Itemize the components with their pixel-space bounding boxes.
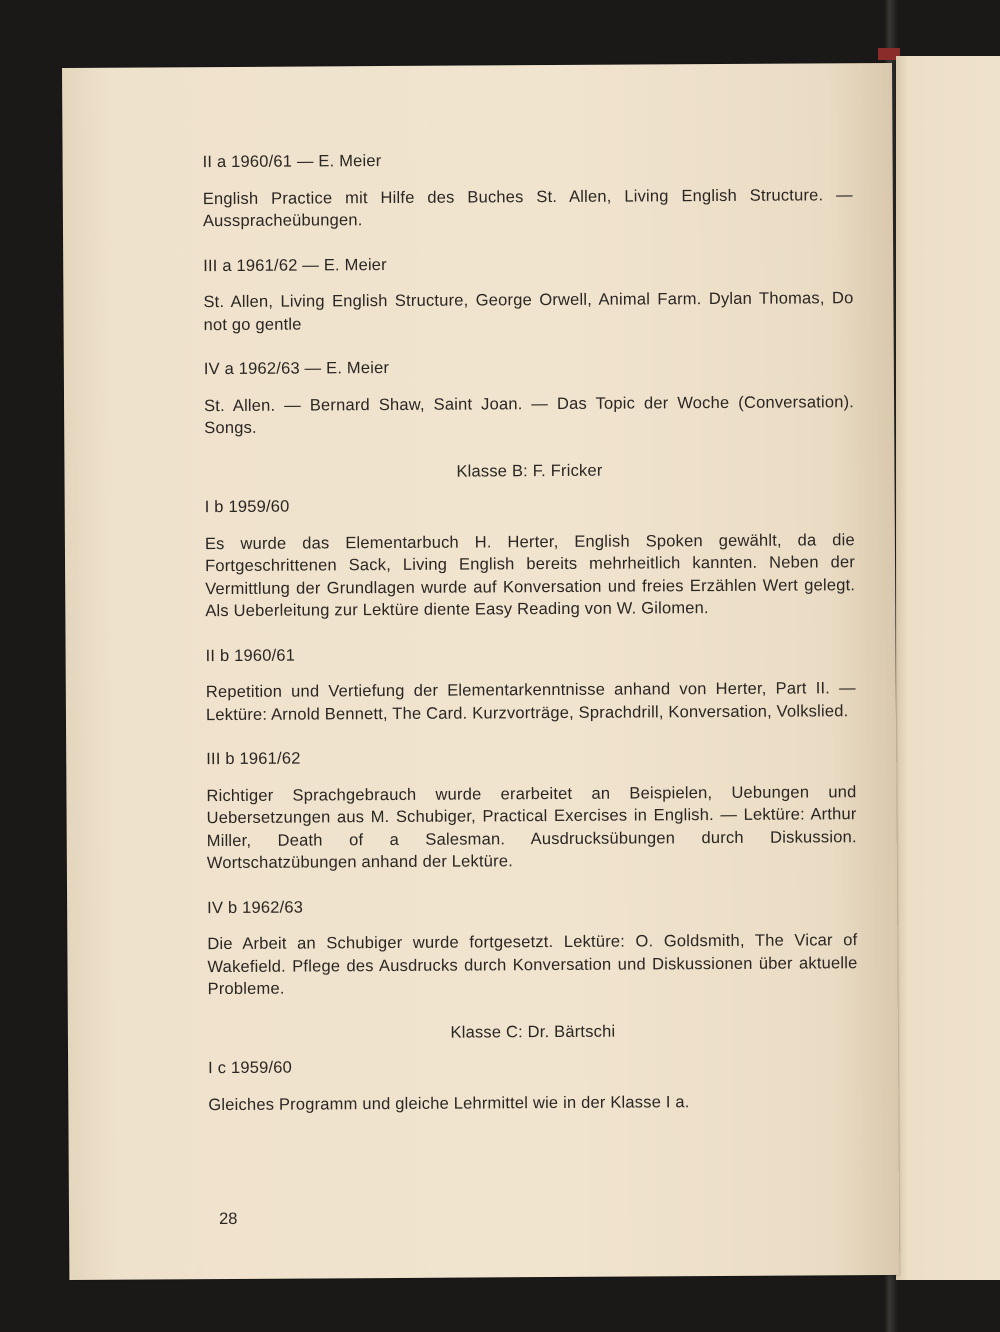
paragraph: Richtiger Sprachgebrauch wurde erarbeitet an Beispielen, Uebungen und Uebersetzungen aus M. Schubiger, Practical Exercises in English. — Lektüre: Arthur Miller, Death of a Salesman. Ausdrucksübungen durch Diskussion. Wortschatzübungen anhand der Lektüre. [206, 782, 857, 873]
paragraph: Repetition und Vertiefung der Elementarkenntnisse anhand von Herter, Part II. — Lektüre: Arnold Bennett, The Card. Kurzvorträge, Sprachdrill, Konversation, Volkslied. [205, 679, 856, 724]
section-heading: II a 1960/61 — E. Meier [202, 152, 382, 172]
class-heading: Klasse C: Dr. Bärtschi [450, 1022, 616, 1042]
right-page [896, 56, 1000, 1280]
section-heading: III b 1961/62 [206, 749, 301, 769]
section-heading: I c 1959/60 [208, 1058, 293, 1078]
paragraph: St. Allen, Living English Structure, George Orwell, Animal Farm. Dylan Thomas, Do not go gentle [203, 289, 854, 334]
class-heading: Klasse B: F. Fricker [456, 461, 603, 481]
page-number: 28 [218, 1209, 238, 1229]
left-page [62, 63, 899, 1280]
paragraph: St. Allen. — Bernard Shaw, Saint Joan. — Das Topic der Woche (Conversation). Songs. [204, 392, 855, 438]
section-heading: IV a 1962/63 — E. Meier [203, 359, 390, 379]
section-heading: IV b 1962/63 [207, 898, 304, 917]
paragraph: Es wurde das Elementarbuch H. Herter, English Spoken gewählt, da die Fortgeschrittenen Sack, Living English bereits mehrheitlich kannten. Neben der Vermittlung der Grundlagen wurde auf Konversation und freies Erzählen Wert gelegt. Als Ueberleitung zur Lektüre diente Easy Reading von W. Gilomen. [204, 530, 856, 621]
paragraph: English Practice mit Hilfe des Buches St. Allen, Living English Structure. — Ausspracheübungen. [202, 185, 853, 231]
paragraph: Gleiches Programm und gleiche Lehrmittel wie in der Klasse I a. [208, 1092, 690, 1114]
paragraph: Die Arbeit an Schubiger wurde fortgesetzt. Lektüre: O. Goldsmith, The Vicar of Wakefield. Pflege des Ausdrucks durch Konversation und Diskussionen über aktuelle Probleme. [207, 931, 858, 999]
section-heading: III a 1961/62 — E. Meier [203, 255, 387, 275]
left-page-text [203, 147, 859, 1138]
section-heading: II b 1960/61 [205, 646, 296, 665]
section-heading: I b 1959/60 [204, 497, 290, 517]
